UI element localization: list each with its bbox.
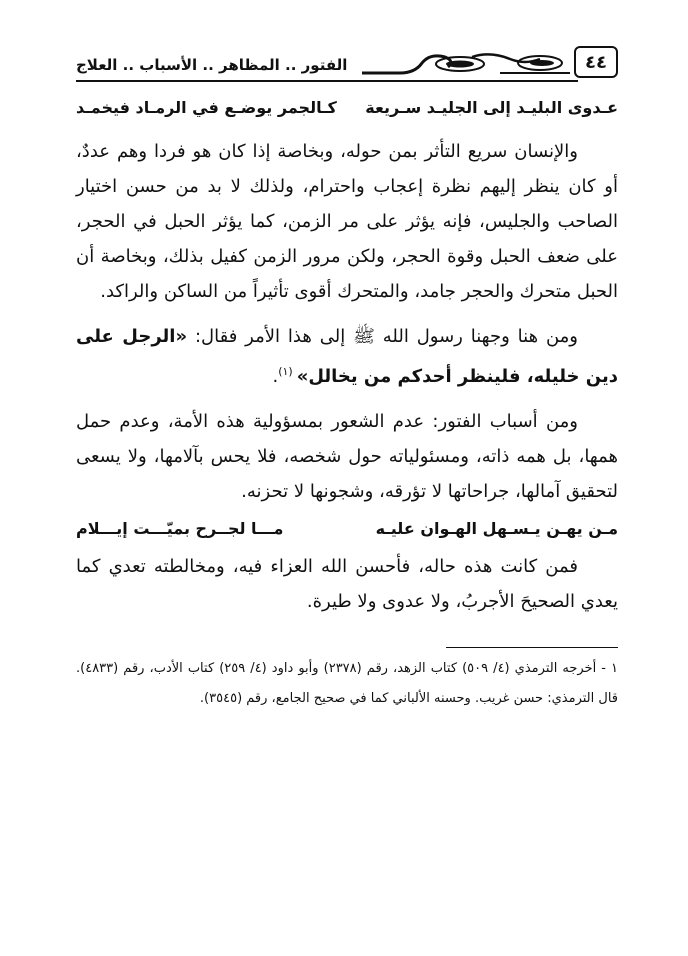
header-rule xyxy=(76,80,578,82)
verse-2-second-hemistich: مـــا لجــرح بميّـــت إيـــلام xyxy=(76,519,284,538)
footnote-divider xyxy=(446,647,618,648)
paragraph-1 xyxy=(76,134,618,309)
verse-2-first-hemistich: مـن يهـن يـسـهل الهـوان عليـه xyxy=(375,519,618,538)
verse-1-first-hemistich: عـدوى البليـد إلى الجليـد سـريعة xyxy=(365,98,618,117)
verse-1-second-hemistich: كـالجمر يوضـع في الرمـاد فيخمـد xyxy=(76,98,337,117)
paragraph-2 xyxy=(76,319,618,394)
footnote: ١ - أخرجه الترمذي (٤/ ٥٠٩) كتاب الزهد، رقم (٢٣٧٨) وأبو داود (٤/ ٢٥٩) كتاب الأدب، رقم (٤٨٣٣). قال الترمذي: حسن غريب. وحسنه الألباني كما في صحيح الجامع، رقم (٣٥٤٥). xyxy=(76,661,619,706)
paragraph-2-intro: ومن هنا وجهنا رسول الله ﷺ إلى هذا الأمر فقال: xyxy=(187,326,578,347)
page-number: ٤٤ xyxy=(574,46,618,78)
poem-verse-2 xyxy=(76,519,618,545)
footnote-reference[interactable]: (١) xyxy=(278,365,293,378)
paragraph-3-text: ومن أسباب الفتور: عدم الشعور بمسؤولية هذه الأمة، وعدم حمل همها، بل همه ذاته، ومسئولياته حول شخصه، فلا يحس بآلامها، ولا يسعى لتحقيق آمالها، جراحاتها لا تؤرقه، وشجونها لا تحزنه. xyxy=(76,411,618,502)
paragraph-4 xyxy=(76,549,618,619)
running-title: الفتور .. المظاهر .. الأسباب .. العلاج xyxy=(76,56,348,74)
paragraph-3 xyxy=(76,404,618,509)
paragraph-1-text: والإنسان سريع التأثر بمن حوله، وبخاصة إذا كان هو فردا وهم عددٌ، أو كان ينظر إليهم نظرة إعجاب واحترام، ولذلك لا بد من حسن اختيار الصاحب والجليس، فإنه يؤثر على مر الزمن، كما يؤثر الحبل في الحجر، على ضعف الحبل وقوة الحجر، ولكن مرور الزمن كفيل بذلك، وبخاصة أن الحبل متحرك والحجر جامد، والمتحرك أقوى تأثيراً من الساكن والراكد. xyxy=(76,141,618,302)
poem-verse-1 xyxy=(76,98,618,124)
hadith-quote: «الرجل على دين خليله، فلينظر أحدكم من يخالل» xyxy=(76,326,618,387)
paragraph-2-end: . xyxy=(272,366,279,387)
paragraph-4-text: فمن كانت هذه حاله، فأحسن الله العزاء فيه، ومخالطته تعدي كما يعدي الصحيحَ الأجربُ، ولا عدوى ولا طيرة. xyxy=(76,556,618,612)
page-header xyxy=(76,40,618,84)
header-ornament-icon xyxy=(360,47,570,77)
